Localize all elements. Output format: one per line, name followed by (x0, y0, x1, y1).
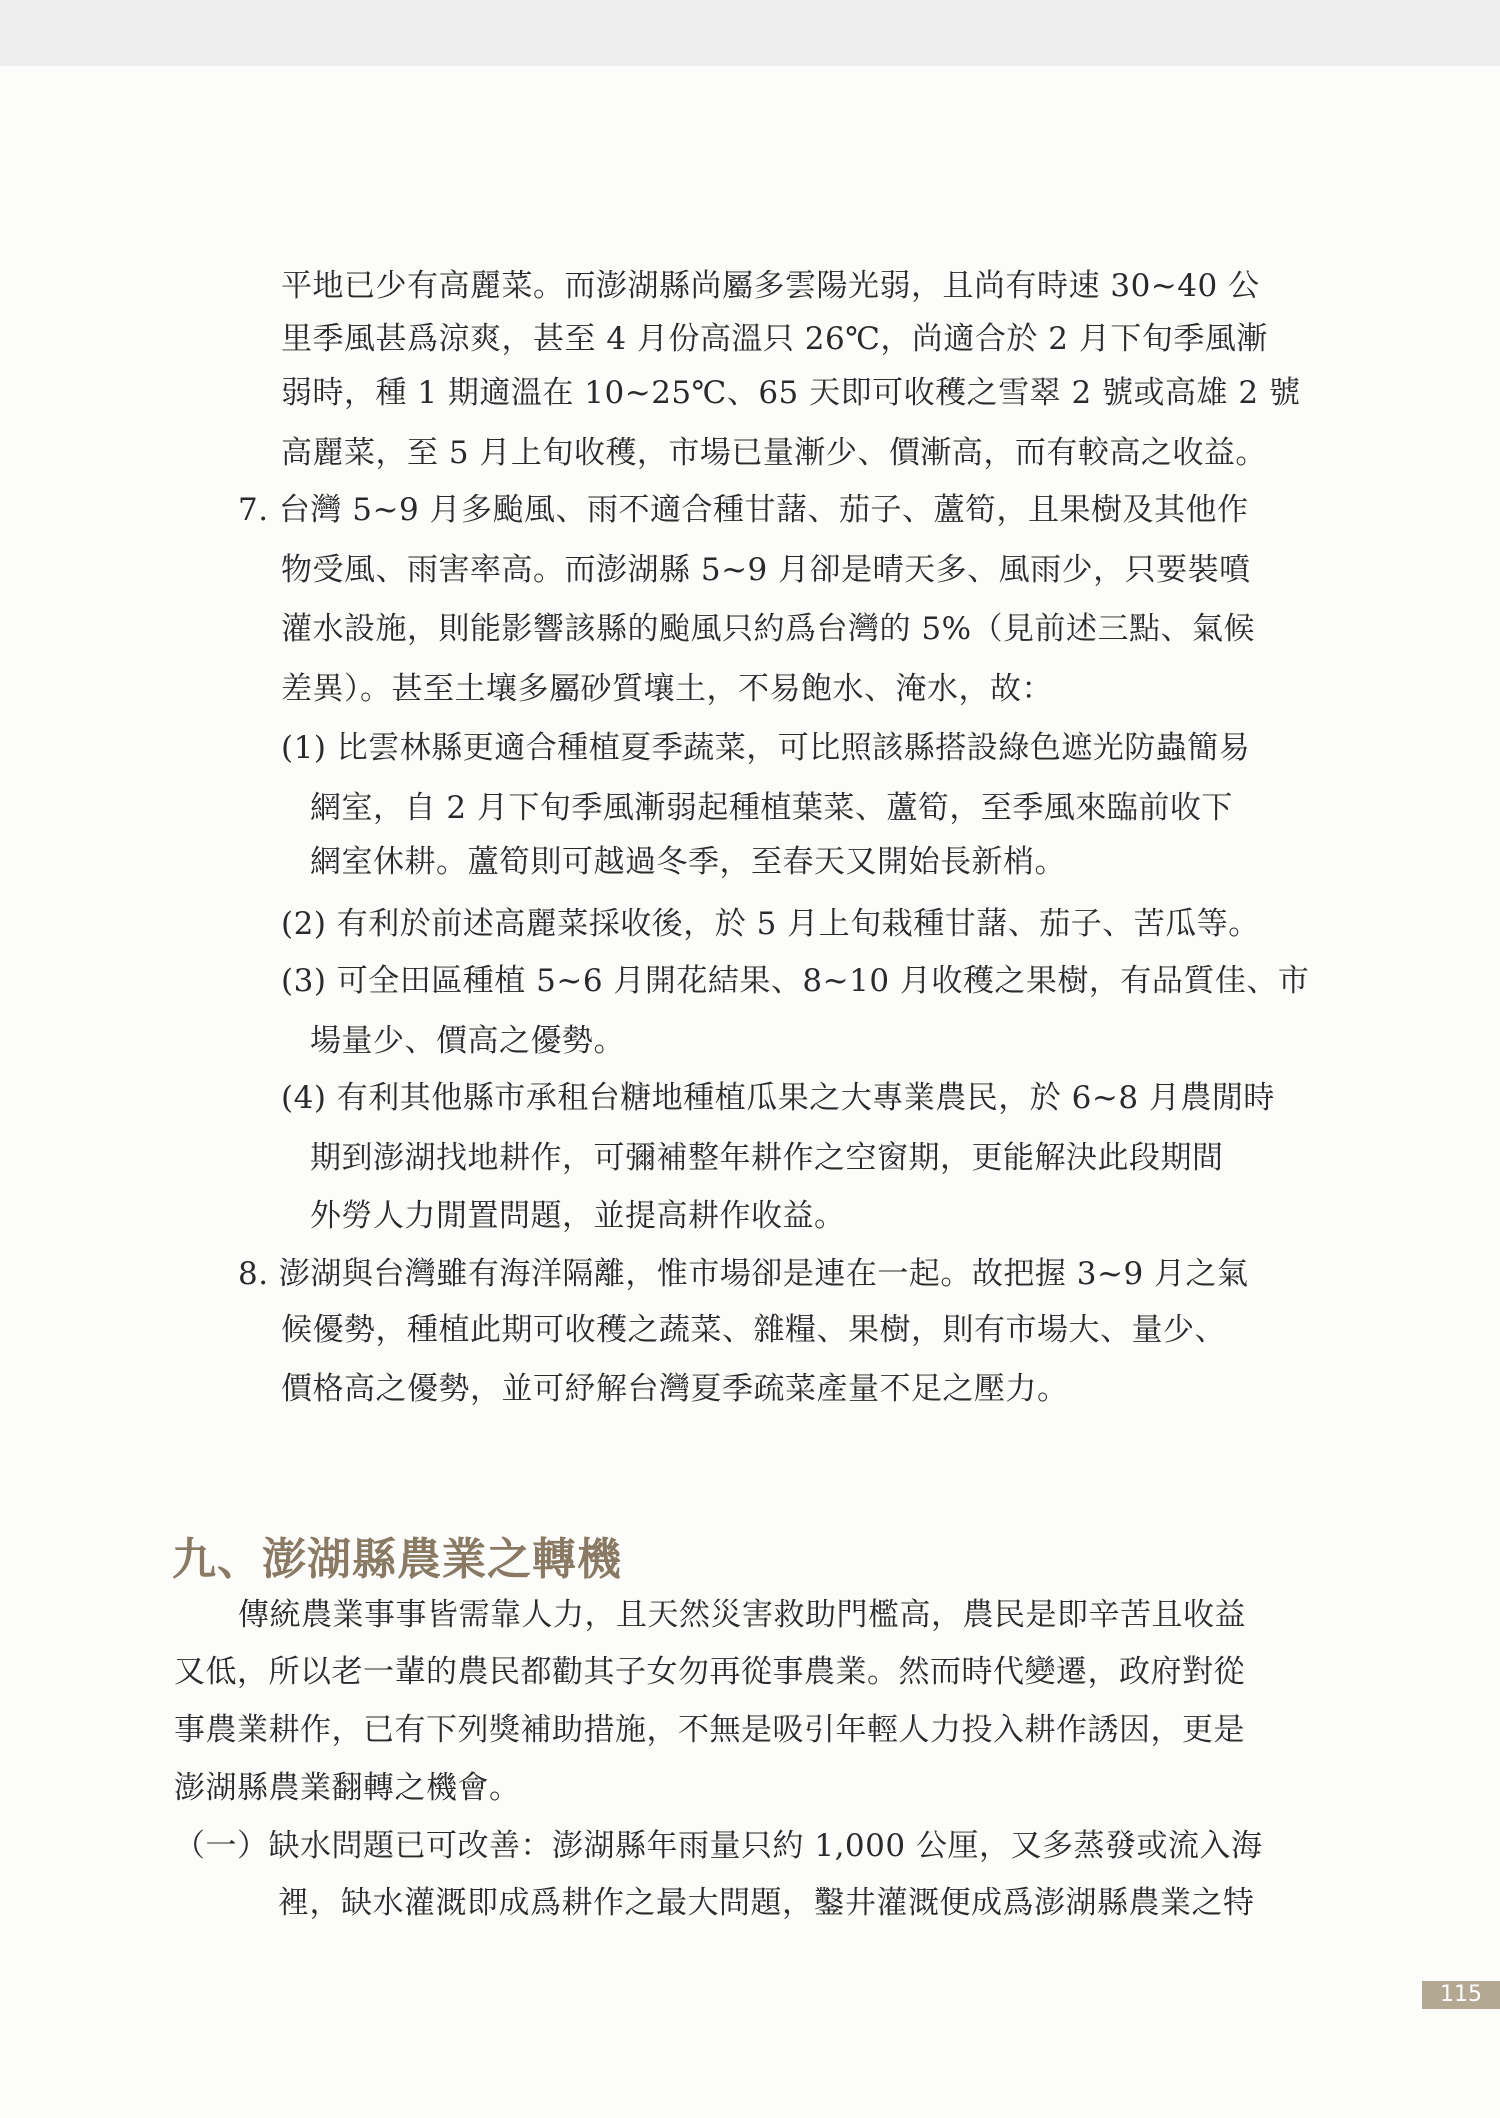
text-line: 場量少、價高之優勢。 (310, 1023, 625, 1059)
section-heading: 九、澎湖縣農業之轉機 (172, 1534, 622, 1585)
list-item-1: （一）缺水問題已可改善：澎湖縣年雨量只約 1,000 公厘，又多蒸發或流入海 (174, 1828, 1263, 1864)
text-line: 里季風甚爲涼爽，甚至 4 月份高溫只 26℃，尚適合於 2 月下旬季風漸 (281, 321, 1268, 357)
paragraph-line: 傳統農業事事皆需靠人力，且天然災害救助門檻高，農民是即辛苦且收益 (238, 1597, 1246, 1633)
sub-item-2: (2) 有利於前述高麗菜採收後，於 5 月上旬栽種甘藷、茄子、苦瓜等。 (281, 906, 1260, 942)
text-line: 期到澎湖找地耕作，可彌補整年耕作之空窗期，更能解決此段期間 (310, 1140, 1224, 1176)
text-line: 物受風、雨害率高。而澎湖縣 5~9 月卻是晴天多、風雨少，只要裝噴 (281, 552, 1251, 588)
text-line: 高麗菜，至 5 月上旬收穫，市場已量漸少、價漸高，而有較高之收益。 (281, 435, 1267, 471)
text-line: 網室，自 2 月下旬季風漸弱起種植葉菜、蘆筍，至季風來臨前收下 (310, 790, 1233, 826)
sub-item-1: (1) 比雲林縣更適合種植夏季蔬菜，可比照該縣搭設綠色遮光防蟲簡易 (281, 730, 1251, 766)
paragraph-line: 澎湖縣農業翻轉之機會。 (174, 1770, 521, 1806)
text-line: 網室休耕。蘆筍則可越過冬季，至春天又開始長新梢。 (310, 844, 1066, 880)
paragraph-line: 又低，所以老一輩的農民都勸其子女勿再從事農業。然而時代變遷，政府對從 (174, 1654, 1245, 1690)
page-number: 115 (1422, 1981, 1500, 2009)
text-line: 外勞人力閒置問題，並提高耕作收益。 (310, 1198, 846, 1234)
text-line: 差異）。甚至土壤多屬砂質壤土，不易飽水、淹水，故： (281, 671, 1053, 707)
sub-item-4: (4) 有利其他縣市承租台糖地種植瓜果之大專業農民，於 6~8 月農閒時 (281, 1080, 1275, 1116)
sub-item-3: (3) 可全田區種植 5~6 月開花結果、8~10 月收穫之果樹，有品質佳、市 (281, 963, 1310, 999)
text-line: 候優勢，種植此期可收穫之蔬菜、雜糧、果樹，則有市場大、量少、 (281, 1312, 1226, 1348)
text-line: 弱時，種 1 期適溫在 10~25℃、65 天即可收穫之雪翠 2 號或高雄 2 號 (281, 375, 1301, 411)
text-line: 灌水設施，則能影響該縣的颱風只約爲台灣的 5%（見前述三點、氣候 (281, 611, 1256, 647)
text-line: 價格高之優勢，並可紓解台灣夏季疏菜產量不足之壓力。 (281, 1371, 1069, 1407)
list-item-7: 7. 台灣 5~9 月多颱風、雨不適合種甘藷、茄子、蘆筍，且果樹及其他作 (238, 492, 1249, 528)
list-item-8: 8. 澎湖與台灣雖有海洋隔離，惟市場卻是連在一起。故把握 3~9 月之氣 (238, 1256, 1249, 1292)
text-line: 平地已少有高麗菜。而澎湖縣尚屬多雲陽光弱，且尚有時速 30~40 公 (281, 268, 1260, 304)
paragraph-line: 裡，缺水灌溉即成爲耕作之最大問題，鑿井灌溉便成爲澎湖縣農業之特 (278, 1885, 1255, 1921)
top-scan-margin (0, 0, 1500, 66)
paragraph-line: 事農業耕作，已有下列獎補助措施，不無是吸引年輕人力投入耕作誘因，更是 (174, 1712, 1245, 1748)
